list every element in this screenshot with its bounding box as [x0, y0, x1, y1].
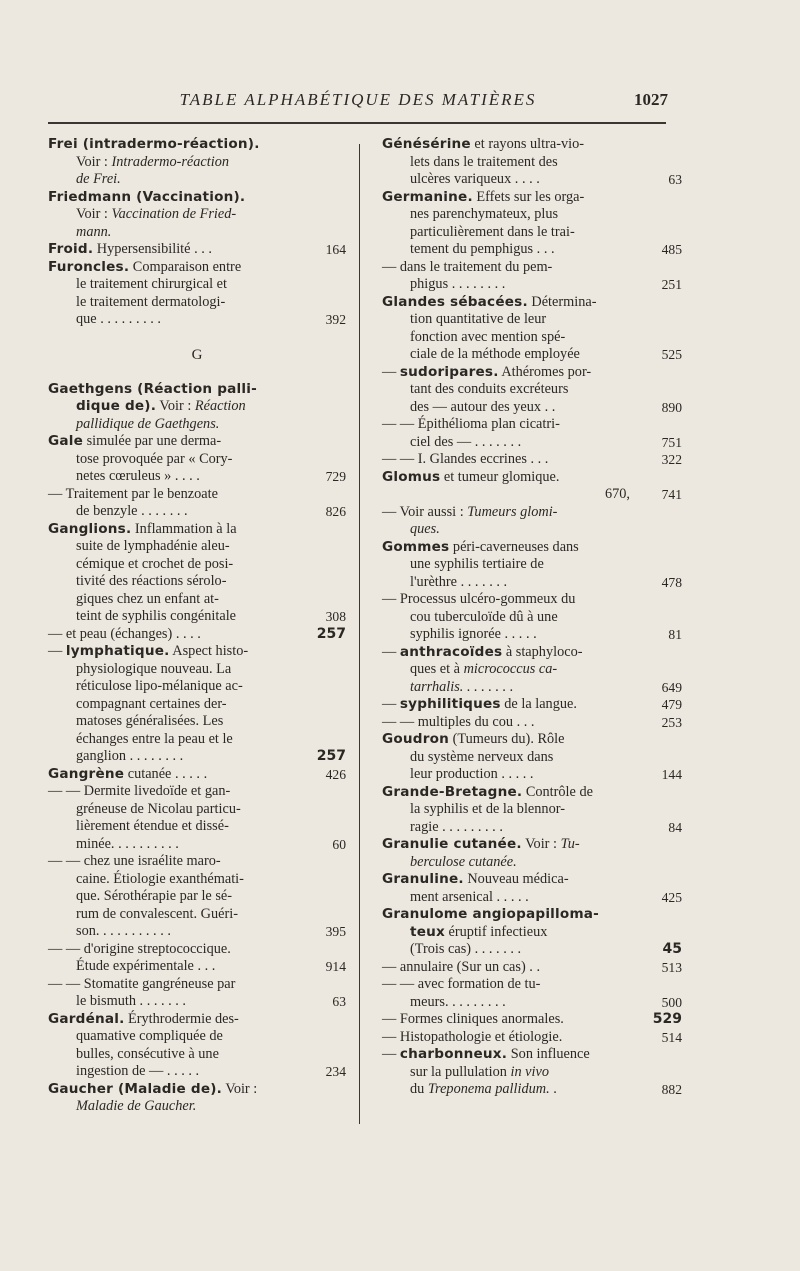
index-line: tarrhalis. . . . . . . . 649	[410, 678, 682, 695]
index-line: — — multiples du cou . . . 253	[382, 713, 682, 730]
index-entry-gale: Gale simulée par une derma-	[48, 433, 222, 449]
index-line: — et peau (échanges) . . . . 257	[48, 625, 346, 642]
index-line: — annulaire (Sur un cas) . . 513	[382, 958, 682, 975]
index-line: pallidique de Gaethgens.	[76, 415, 220, 432]
index-line: le bismuth . . . . . . . 63	[76, 993, 346, 1009]
index-entry-gangrene: Gangrène cutanée . . . . . 426	[48, 765, 346, 782]
page-ref: 81	[668, 627, 682, 642]
page-ref: 890	[661, 399, 682, 415]
index-entry-gommes: Gommes péri-caverneuses dans	[382, 538, 579, 555]
index-line: — Traitement par le benzoate	[48, 485, 218, 502]
index-entry-furoncles: Furoncles. Comparaison entre	[48, 258, 242, 275]
index-line: meurs. . . . . . . . . 500	[410, 993, 682, 1010]
index-entry-gardenal: Gardénal. Érythrodermie des-	[48, 1010, 239, 1027]
index-line: caine. Étiologie exanthémati-	[76, 870, 244, 887]
page-ref: 914	[325, 959, 346, 974]
index-line: matoses généralisées. Les	[76, 713, 224, 729]
page-ref: 60	[332, 836, 346, 852]
page-ref: 234	[325, 1064, 346, 1079]
index-line: giques chez un enfant at-	[76, 590, 219, 607]
page-ref: 729	[325, 469, 346, 484]
index-line: de Frei.	[76, 171, 121, 187]
index-line: ganglion . . . . . . . . 257	[76, 748, 346, 764]
index-line: des — autour des yeux . . 890	[410, 398, 682, 415]
index-line: particulièrement dans le trai-	[410, 223, 575, 240]
index-line: netes cœruleus » . . . . 729	[76, 468, 346, 484]
index-line: tant des conduits excréteurs	[410, 381, 569, 397]
page-ref: 426	[325, 766, 346, 782]
index-line: ciale de la méthode employée 525	[410, 346, 682, 362]
left-column	[48, 136, 346, 1116]
index-line: mann.	[76, 223, 112, 240]
page-ref: 741	[661, 487, 682, 502]
index-entry-germanine: Germanine. Effets sur les orga-	[382, 188, 585, 205]
page-ref: 514	[661, 1029, 682, 1045]
index-line: — — Dermite livedoïde et gan-	[48, 783, 231, 799]
page-ref: 63	[332, 994, 346, 1009]
index-line: — sudoripares. Athéromes por-	[382, 363, 592, 380]
index-line: Étude expérimentale . . . 914	[76, 958, 346, 974]
index-line: syphilis ignorée . . . . . 81	[410, 626, 682, 642]
index-entry-glomus: Glomus et tumeur glomique.	[382, 468, 560, 485]
index-line: tivité des réactions sérolo-	[76, 573, 227, 589]
index-line: de benzyle . . . . . . . 826	[76, 503, 346, 519]
index-line: cou tuberculoïde dû à une	[410, 608, 558, 625]
page-ref: 882	[661, 1082, 682, 1097]
index-line: berculose cutanée.	[410, 853, 517, 870]
index-line: du Treponema pallidum. . 882	[410, 1081, 682, 1097]
page-ref: 164	[325, 242, 346, 257]
index-line: — — I. Glandes eccrines . . . 322	[382, 451, 682, 467]
index-entry-goudron: Goudron (Tumeurs du). Rôle	[382, 731, 565, 747]
index-line: Voir : Vaccination de Fried-	[76, 206, 237, 222]
page-ref: 478	[661, 574, 682, 590]
index-line: que. Sérothérapie par le sé-	[76, 888, 233, 904]
index-line: minée. . . . . . . . . . 60	[76, 835, 346, 852]
page-ref: 144	[661, 767, 682, 782]
index-entry-grande-bretagne: Grande-Bretagne. Contrôle de	[382, 783, 593, 800]
index-line: — — chez une israélite maro-	[48, 853, 221, 869]
page-ref: 649	[661, 679, 682, 695]
index-line: teint de syphilis congénitale 308	[76, 608, 346, 624]
index-line: — syphilitiques de la langue. 479	[382, 696, 682, 712]
page-ref: 529	[652, 1011, 682, 1027]
index-entry-friedmann: Friedmann (Vaccination).	[48, 188, 246, 205]
index-line: — — avec formation de tu-	[382, 976, 541, 992]
index-line: cémique et crochet de posi-	[76, 555, 234, 572]
index-line: sur la pullulation in vivo	[410, 1063, 549, 1080]
index-line: bulles, consécutive à une	[76, 1045, 219, 1062]
index-line: lièrement étendue et dissé-	[76, 818, 229, 834]
page-ref: 500	[661, 994, 682, 1010]
index-line: — dans le traitement du pem-	[382, 258, 553, 275]
index-line: Voir : Intradermo-réaction	[76, 153, 230, 170]
index-line: la syphilis et de la blennor-	[410, 801, 565, 817]
index-entry-granuline: Granuline. Nouveau médica-	[382, 871, 569, 887]
index-line: du système nerveux dans	[410, 748, 554, 765]
index-line: le traitement dermatologi-	[76, 293, 226, 310]
index-line: ment arsenical . . . . . 425	[410, 888, 682, 905]
page-ref: 525	[661, 347, 682, 362]
index-line: (Trois cas) . . . . . . . 45	[410, 941, 682, 957]
page-ref: 63	[668, 172, 682, 187]
index-line: gréneuse de Nicolau particu-	[76, 800, 241, 817]
index-entry-granulome: Granulome angiopapilloma-	[382, 906, 600, 922]
page-ref: 392	[325, 312, 346, 327]
page-ref: 257	[316, 748, 346, 764]
index-line: que . . . . . . . . . 392	[76, 311, 346, 327]
index-line: nes parenchymateux, plus	[410, 206, 559, 222]
right-column	[382, 136, 682, 1099]
index-entry-granulie: Granulie cutanée. Voir : Tu-	[382, 836, 580, 852]
index-line: tion quantitative de leur	[410, 311, 547, 327]
index-line: ragie . . . . . . . . . 84	[410, 818, 682, 835]
page-number: 1027	[634, 90, 668, 109]
index-line: échanges entre la peau et le	[76, 730, 233, 747]
index-line: teux éruptif infectieux	[410, 923, 548, 940]
index-line: physiologique nouveau. La	[76, 660, 232, 677]
index-entry-gaethgens: Gaethgens (Réaction palli-	[48, 380, 257, 397]
index-line: l'urèthre . . . . . . . 478	[410, 573, 682, 590]
index-line: rum de convalescent. Guéri-	[76, 905, 238, 922]
column-divider	[359, 144, 360, 1124]
index-line: — Histopathologie et étiologie. 514	[382, 1028, 682, 1045]
index-line: compagnant certaines der-	[76, 695, 227, 712]
index-line: — anthracoïdes à staphyloco-	[382, 643, 583, 660]
page-ref: 425	[661, 889, 682, 905]
index-entry-geneserine: Génésérine et rayons ultra-vio-	[382, 136, 585, 152]
page-ref: 308	[325, 609, 346, 624]
index-line: — — d'origine streptococcique.	[48, 940, 231, 957]
index-line: réticulose lipo-mélanique ac-	[76, 678, 243, 694]
running-header	[48, 84, 668, 118]
index-line: ques et à micrococcus ca-	[410, 661, 558, 677]
index-line: 670, 741	[604, 486, 682, 502]
index-line: ciel des — . . . . . . . 751	[410, 433, 682, 450]
index-entry-ganglions: Ganglions. Inflammation à la	[48, 520, 237, 537]
index-line: leur production . . . . . 144	[410, 766, 682, 782]
index-line: — lymphatique. Aspect histo-	[48, 643, 249, 659]
index-line: — Processus ulcéro-gommeux du	[382, 591, 576, 607]
header-title: TABLE ALPHABÉTIQUE DES MATIÈRES	[179, 90, 537, 109]
page-ref: 479	[661, 697, 682, 712]
page-ref: 513	[661, 959, 682, 975]
index-line: — — Stomatite gangréneuse par	[48, 975, 236, 992]
index-line: Maladie de Gaucher.	[76, 1098, 197, 1114]
index-line: — charbonneux. Son influence	[382, 1046, 590, 1062]
index-entry-gaucher: Gaucher (Maladie de). Voir :	[48, 1080, 258, 1097]
index-line: tement du pemphigus . . . 485	[410, 241, 682, 257]
page-ref: 45	[662, 941, 682, 957]
header-rule	[48, 122, 666, 124]
index-line: ques.	[410, 521, 440, 537]
index-line: ingestion de — . . . . . 234	[76, 1063, 346, 1079]
index-line: fonction avec mention spé-	[410, 328, 566, 345]
index-line: le traitement chirurgical et	[76, 276, 227, 292]
index-line: une syphilis tertiaire de	[410, 556, 544, 572]
section-letter: G	[191, 346, 203, 363]
index-line: son. . . . . . . . . . . 395	[76, 923, 346, 939]
page-ref: 751	[661, 434, 682, 450]
page-ref: 826	[325, 504, 346, 519]
index-line: — Formes cliniques anormales. 529	[382, 1011, 682, 1027]
page-ref: 257	[316, 625, 346, 642]
index-line: phigus . . . . . . . . 251	[410, 276, 682, 292]
page-ref: 253	[661, 714, 682, 730]
index-line: ulcères variqueux . . . . 63	[410, 171, 682, 187]
page-ref: 84	[668, 819, 682, 835]
index-entry-glandes-sebacees: Glandes sébacées. Détermina-	[382, 293, 597, 310]
index-line: dique de). Voir : Réaction	[76, 398, 246, 414]
page-ref: 395	[325, 924, 346, 939]
page-ref: 251	[661, 277, 682, 292]
index-entry-frei: Frei (intradermo-réaction).	[48, 136, 260, 152]
index-line: tose provoquée par « Cory-	[76, 450, 233, 467]
index-entry-froid: Froid. Hypersensibilité . . . 164	[48, 241, 346, 257]
index-line: — — Épithélioma plan cicatri-	[382, 416, 560, 432]
index-line: — Voir aussi : Tumeurs glomi-	[382, 503, 558, 520]
page-ref: 485	[661, 242, 682, 257]
index-line: lets dans le traitement des	[410, 153, 558, 170]
index-line: suite de lymphadénie aleu-	[76, 538, 230, 554]
index-line: quamative compliquée de	[76, 1028, 223, 1044]
page-ref: 322	[661, 452, 682, 467]
